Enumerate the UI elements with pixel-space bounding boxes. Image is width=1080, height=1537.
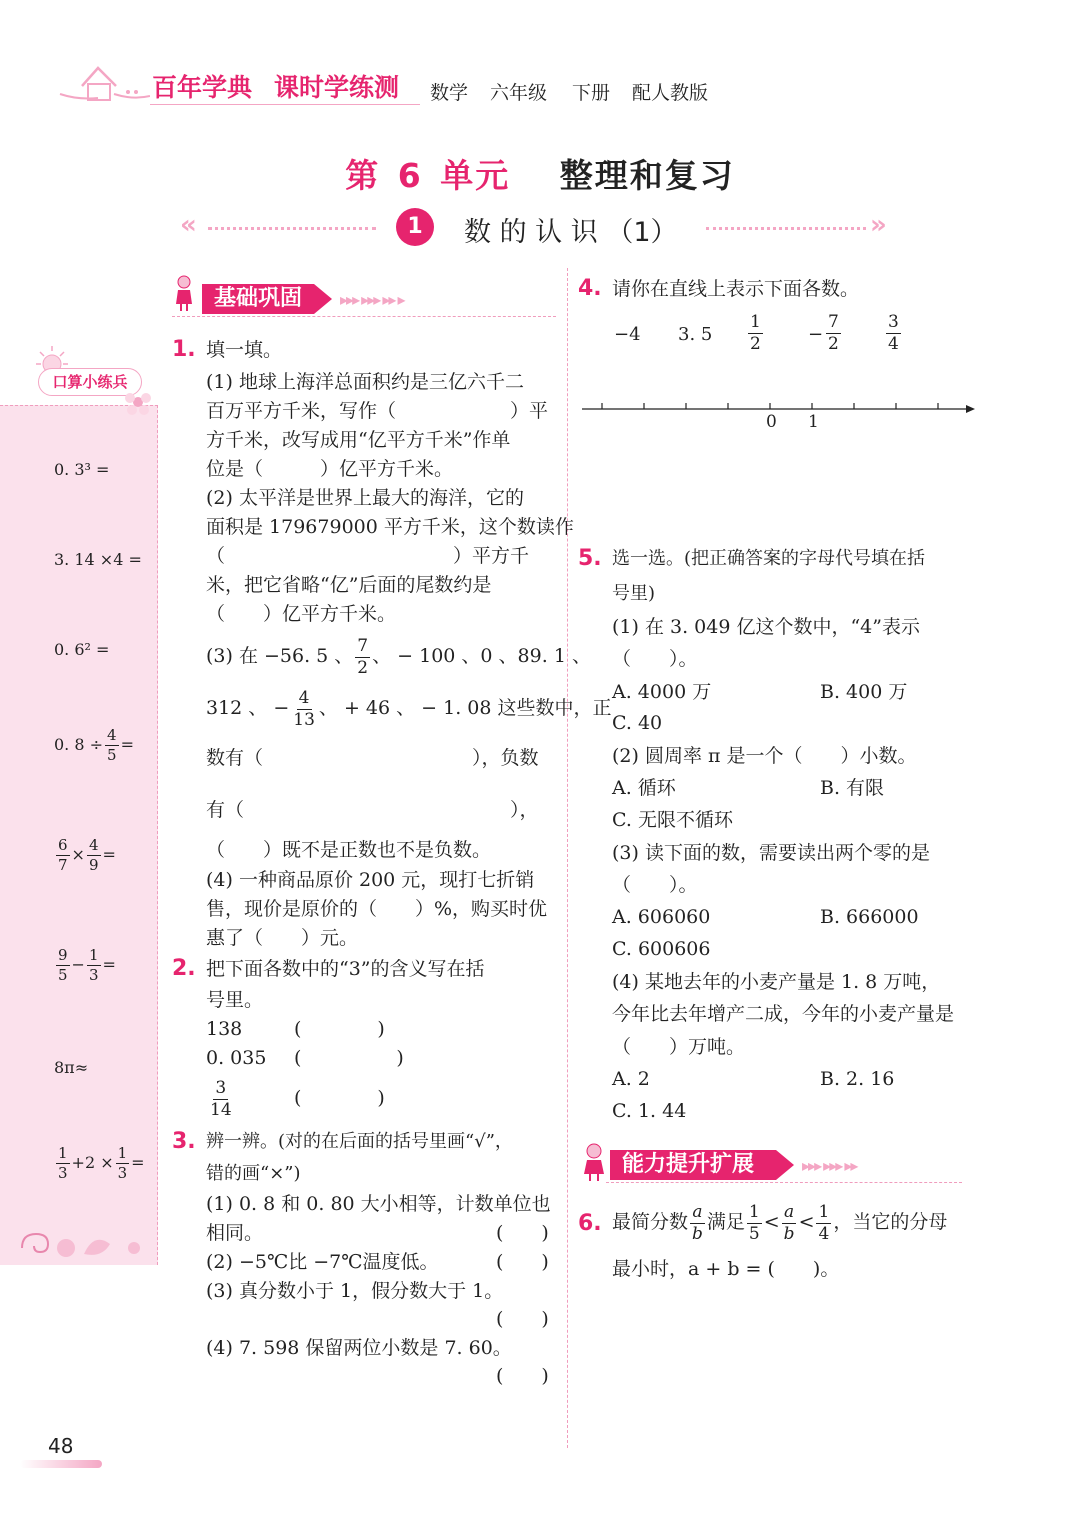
unit-prefix: 第 [345,156,381,195]
q5-line: 选一选。(把正确答案的字母代号填在括 [612,548,926,569]
q5-line: （ ）。 [612,648,698,670]
right-dotted-line [706,227,866,230]
section-advanced-divider [606,1182,962,1183]
q5-line: （ ）万吨。 [612,1036,746,1058]
lesson-number: 1 [407,214,423,239]
q5-option: B. 2. 16 [820,1068,895,1090]
q2-line: 把下面各数中的“3”的含义写在括 [206,958,485,980]
q1-line: 方千米，改写成用“亿平方千米”作单 [206,429,511,451]
calc-item-8: $\frac{1}{3}$ +2 × $\frac{1}{3}$ = [58,1144,145,1182]
q5-line: （ ）。 [612,874,698,896]
q5-option: A. 2 [612,1068,650,1090]
q3-answer-paren: ( ) [496,1308,549,1330]
girl-icon [172,274,196,312]
section-basic-banner: 基础巩固 [202,284,314,314]
q4-title: 请你在直线上表示下面各数。 [612,278,860,300]
q4-number: 4. [578,276,602,301]
section-basic-divider [172,316,556,317]
q5-option: C. 40 [612,712,663,734]
mental-math-sidebar [0,405,158,1265]
q2-row-fraction: $\frac{3}{14}$ [210,1077,232,1120]
q2-row-paren: ( ) [294,1018,385,1040]
q1-line: （ ）既不是正数也不是负数。 [206,839,492,861]
q1-line: (4) 一种商品原价 200 元，现打七折销 [206,869,535,891]
calc-item-7: 8π≈ [54,1058,89,1077]
q1-line: 百万平方千米，写作（ ）平 [206,400,549,422]
q3-line: 相同。 [206,1222,264,1244]
unit-number: 6 [397,156,423,195]
q5-option: B. 666000 [820,906,919,928]
q1-line: （ ）平方千 [206,545,530,567]
q2-line: 号里。 [206,989,264,1011]
q1-line-3b: 312 、 − $\frac{4}{13}$ 、 + 46 、 − 1. 08 这些数中，正 [206,687,612,730]
calc-item-6: $\frac{9}{5}$ − $\frac{1}{3}$ = [58,946,116,984]
q1-line: 有（ ）， [206,799,539,821]
unit-title [0,150,1080,197]
calc-item-3: 0. 6² = [54,640,110,659]
section-advanced-banner: 能力提升扩展 [610,1150,776,1180]
q5-line: (2) 圆周率 π 是一个（ ）小数。 [612,745,917,767]
q3-line: 错的画“×”) [206,1163,301,1184]
header-volume: 下册 [572,82,611,104]
q4-value: 3. 5 [678,324,713,345]
q5-option: A. 循环 [612,777,676,799]
q3-line: (4) 7. 598 保留两位小数是 7. 60。 [206,1337,512,1359]
q5-line: 号里) [612,583,656,604]
q5-line: (1) 在 3. 049 亿这个数中，“4”表示 [612,616,920,638]
q5-number: 5. [578,546,602,571]
q5-option: A. 4000 万 [612,681,712,703]
q2-row-paren: ( ) [294,1047,404,1069]
q1-line: (1) 地球上海洋总面积约是三亿六千二 [206,371,524,393]
calc-item-1: 0. 3³ = [54,460,110,479]
number-line [580,396,976,416]
q5-option: A. 606060 [612,906,711,928]
q5-option: C. 无限不循环 [612,809,733,831]
q5-option: B. 有限 [820,777,885,799]
calc-item-2: 3. 14 ×4 = [54,550,142,569]
footer-bar [20,1460,102,1468]
banner-arrows-icon: ▸▸▸ ▸▸▸ ▸▸ [802,1156,857,1175]
brand-name: 百年学典 [152,73,253,102]
q6-line-2: 最小时，a + b = ( )。 [612,1258,840,1280]
q3-line: (3) 真分数小于 1，假分数大于 1。 [206,1280,504,1302]
girl-icon [580,1142,608,1182]
q1-line: 惠了（ ）元。 [206,927,359,949]
q1-line: 售，现价是原价的（ ）%，购买时优 [206,898,548,920]
q1-line: 面积是 179679000 平方千米，这个数读作 [206,516,574,538]
page-number: 48 [48,1434,74,1458]
left-dotted-line [208,227,376,230]
q1-line: (2) 太平洋是世界上最大的海洋，它的 [206,487,524,509]
q4-value-fraction: $\frac{7}{2}$ [828,312,839,354]
sidebar-title: 口算小练兵 [38,368,142,396]
q4-value-fraction: $\frac{1}{2}$ [750,312,761,354]
q1-line: 米，把它省略“亿”后面的尾数约是 [206,574,492,596]
lesson-title-bar [180,206,900,250]
q3-line: (2) −5℃比 −7℃温度低。 [206,1251,439,1273]
q5-option: C. 600606 [612,938,711,960]
header [0,60,1080,110]
swirl-decoration-icon [14,1218,154,1268]
q5-line: (3) 读下面的数，需要读出两个零的是 [612,842,930,864]
q4-numbers [612,312,962,362]
q1-line: （ ）亿平方千米。 [206,603,397,625]
lesson-number-badge [396,208,434,246]
q1-number: 1. [172,337,196,362]
banner-arrows-icon: ▸▸▸ ▸▸▸ ▸▸ ▸ [340,290,404,309]
q6-line-1: 最简分数 $\frac{a}{b}$ 满足 $\frac{1}{5}$ < $\frac{a}{b}$ < $\frac{1}{4}$ ，当它的分母 [612,1201,948,1244]
q5-option: C. 1. 44 [612,1100,687,1122]
q3-line: 辨一辨。(对的在后面的括号里画“√”， [206,1131,513,1152]
number-line-zero: 0 [766,412,777,432]
lesson-title: 数 的 认 识 （1） [464,217,678,248]
q2-row-value: 0. 035 [206,1047,267,1069]
header-grade: 六年级 [490,82,548,104]
q2-number: 2. [172,956,196,981]
series-name: 课时学练测 [274,73,400,102]
q1-line: 位是（ ）亿平方千米。 [206,458,454,480]
unit-name: 整理和复习 [559,156,735,195]
q1-line: 数有（ ），负数 [206,747,539,769]
header-subject: 数学 [430,82,469,104]
q1-title: 填一填。 [206,339,283,361]
right-chevron-icon: » [870,210,887,240]
q2-row-value: 138 [206,1018,243,1040]
q4-value-fraction: $\frac{3}{4}$ [888,312,899,354]
q3-answer-paren: ( ) [496,1222,549,1244]
q6-number: 6. [578,1211,602,1236]
q3-answer-paren: ( ) [496,1251,549,1273]
q4-value: −4 [614,324,641,345]
q3-number: 3. [172,1129,196,1154]
q4-value-sign: − [808,324,824,345]
q1-line-3a: (3) 在 −56. 5 、 $\frac{7}{2}$ 、 − 100 、0 、89. 1 、 [206,635,591,678]
q3-line: (1) 0. 8 和 0. 80 大小相等，计数单位也 [206,1193,551,1215]
header-edition: 配人教版 [632,82,709,104]
column-divider [567,268,568,1448]
calc-item-4: 0. 8 ÷ $\frac{4}{5}$ = [54,726,134,764]
header-underline [150,104,420,105]
unit-suffix: 单元 [440,156,511,195]
q2-row-paren: ( ) [294,1087,385,1109]
calc-item-5: $\frac{6}{7}$ × $\frac{4}{9}$ = [58,836,116,874]
q5-option: B. 400 万 [820,681,908,703]
q3-answer-paren: ( ) [496,1365,549,1387]
flower-icon [118,386,158,418]
number-line-one: 1 [808,412,819,432]
left-chevron-icon: « [180,210,197,240]
q5-line: (4) 某地去年的小麦产量是 1. 8 万吨， [612,971,941,993]
house-logo-icon [58,64,150,106]
q5-line: 今年比去年增产二成，今年的小麦产量是 [612,1003,955,1025]
